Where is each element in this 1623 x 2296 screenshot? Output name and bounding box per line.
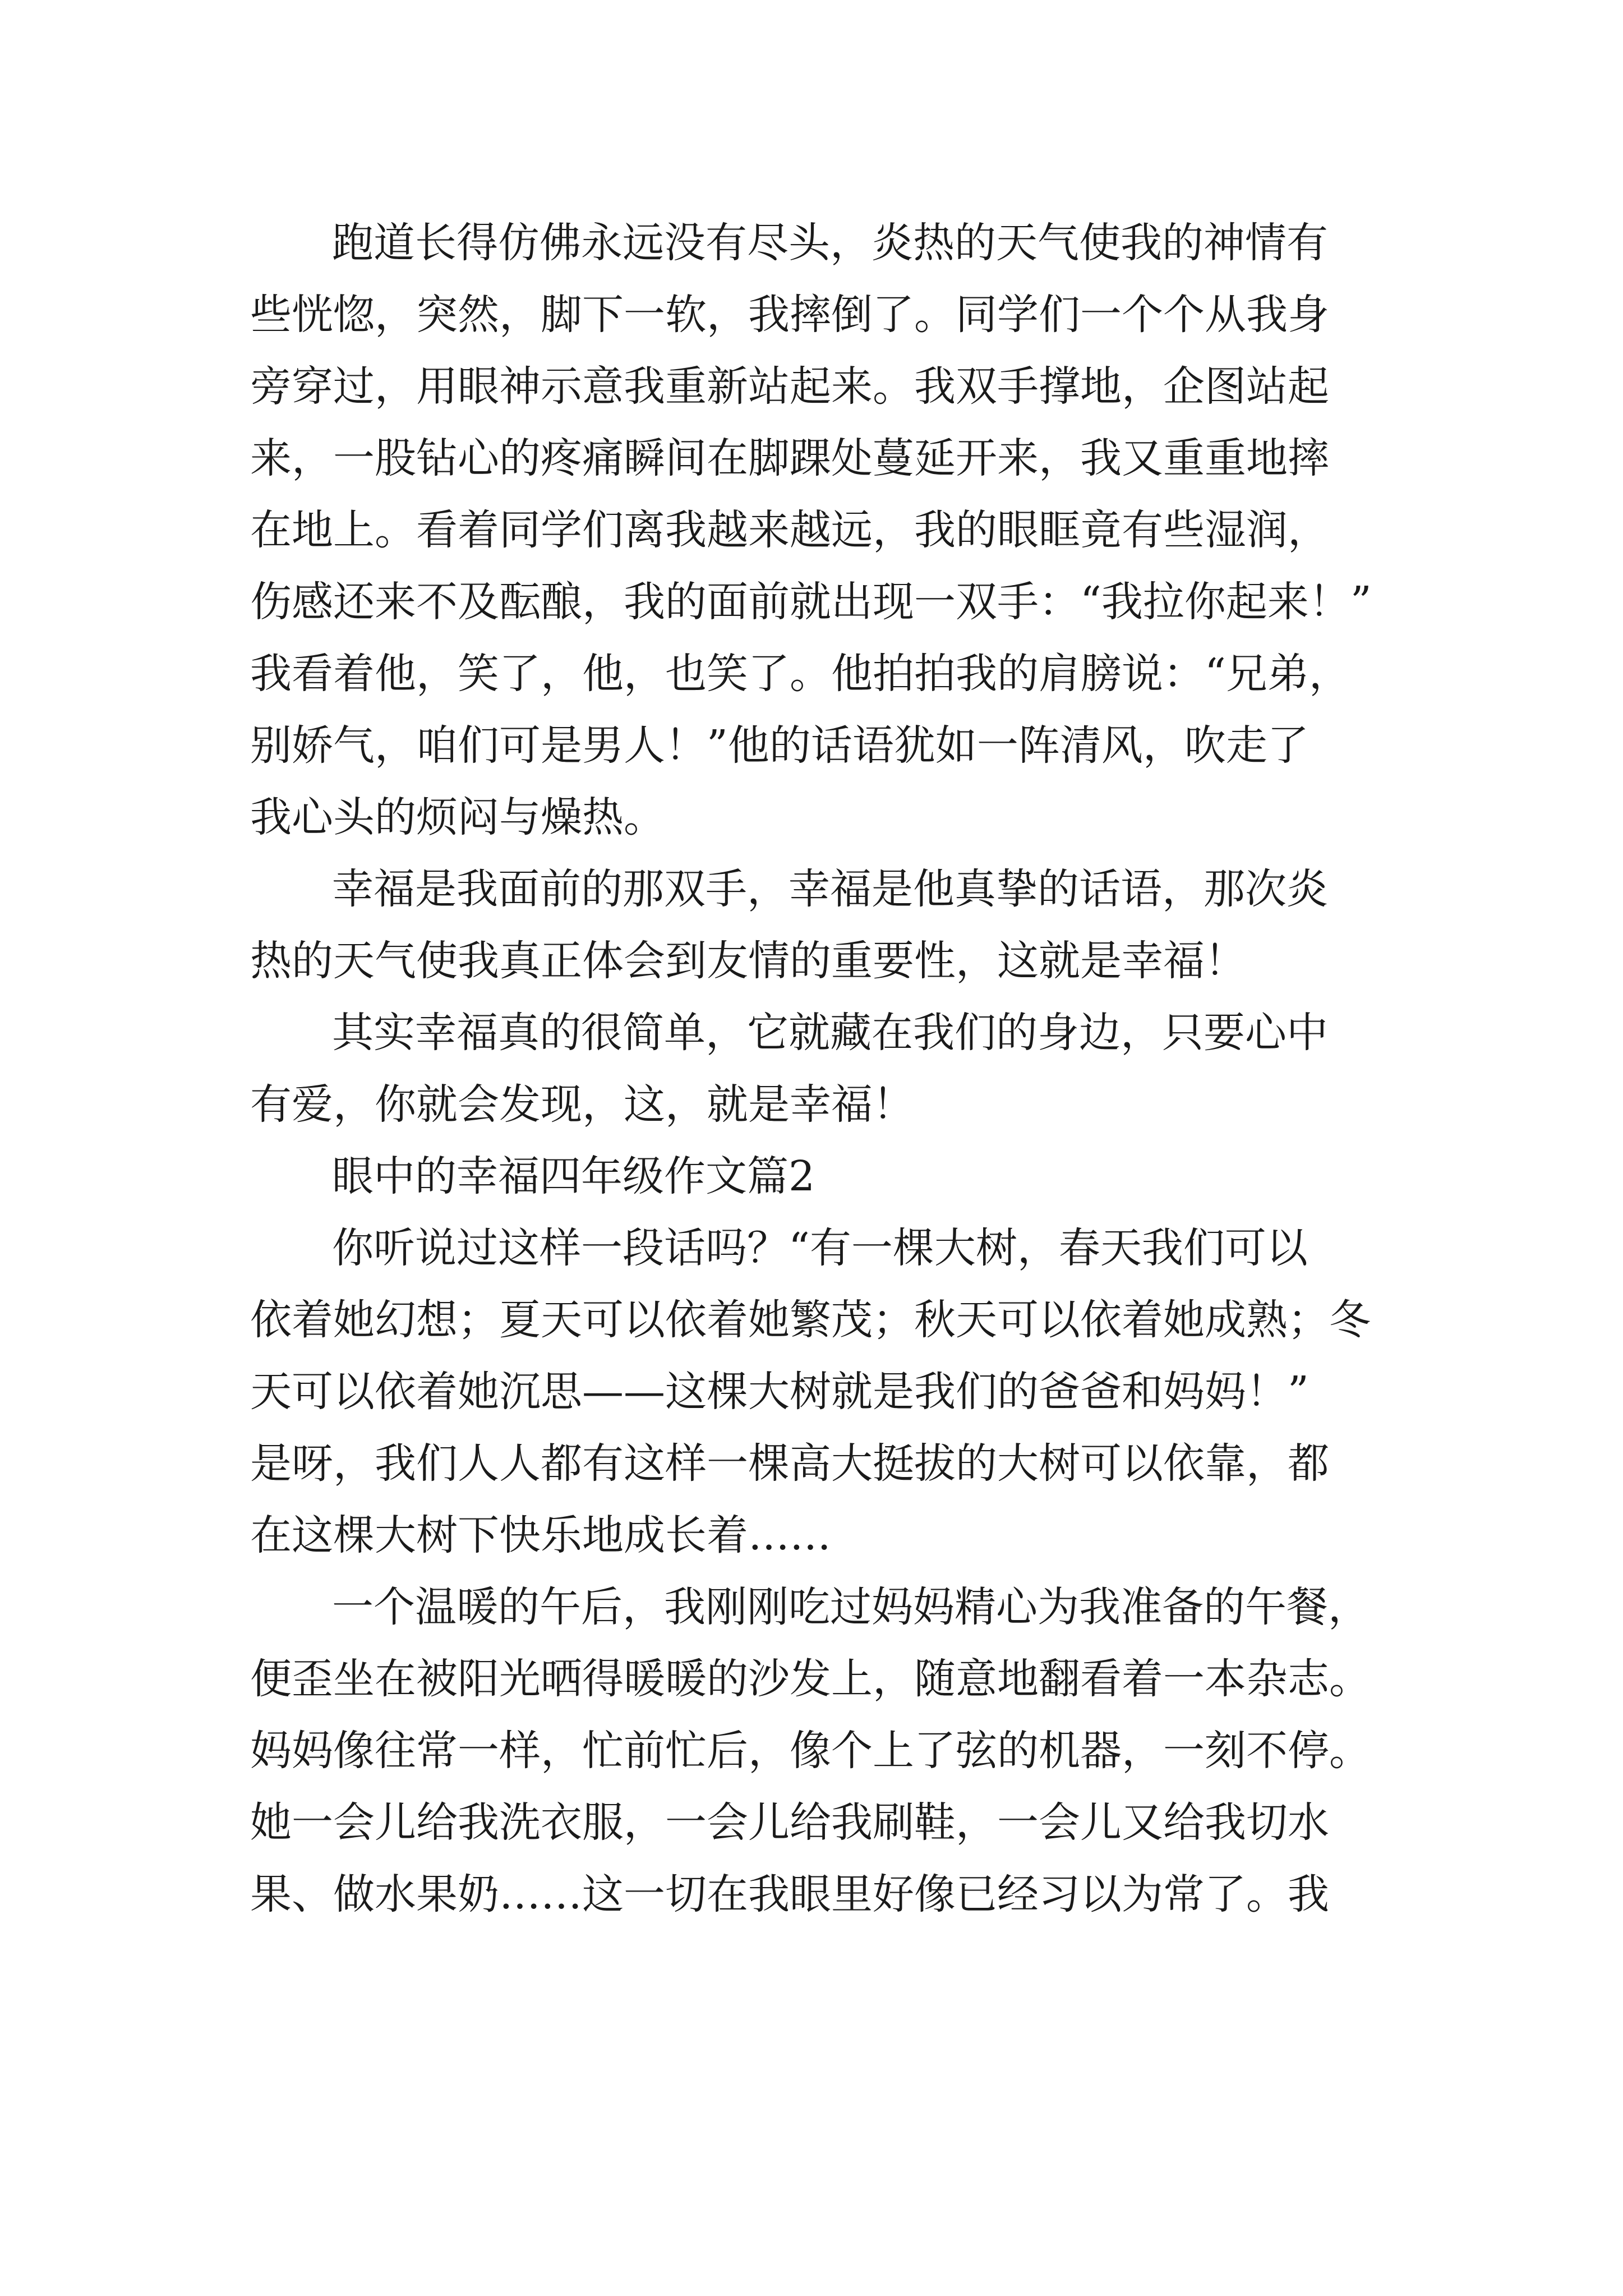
text-line: 便歪坐在被阳光晒得暖暖的沙发上，随意地翻看着一本杂志。	[250, 1655, 1371, 1703]
text-line: 我看着他，笑了，他，也笑了。他拍拍我的肩膀说：“兄弟，	[250, 650, 1350, 698]
text-line: 别娇气，咱们可是男人！”他的话语犹如一阵清风，吹走了	[250, 721, 1309, 770]
text-line: 幸福是我面前的那双手，幸福是他真挚的话语，那次炎	[332, 865, 1328, 913]
text-line: 在这棵大树下快乐地成长着……	[250, 1511, 831, 1559]
text-line: 你听说过这样一段话吗？“有一棵大树，春天我们可以	[332, 1224, 1308, 1272]
text-line: 些恍惚，突然，脚下一软，我摔倒了。同学们一个个从我身	[250, 291, 1329, 339]
text-line: 天可以依着她沉思——这棵大树就是我们的爸爸和妈妈！”	[250, 1368, 1309, 1416]
text-line: 有爱，你就会发现，这，就是幸福！	[250, 1080, 914, 1129]
text-line: 果、做水果奶……这一切在我眼里好像已经习以为常了。我	[250, 1870, 1329, 1918]
text-line: 在地上。看着同学们离我越来越远，我的眼眶竟有些湿润，	[250, 506, 1329, 554]
text-line: 热的天气使我真正体会到友情的重要性，这就是幸福！	[250, 937, 1246, 985]
text-line: 跑道长得仿佛永远没有尽头，炎热的天气使我的神情有	[332, 219, 1328, 267]
text-line: 我心头的烦闷与燥热。	[250, 793, 665, 841]
text-line: 来，一股钻心的疼痛瞬间在脚踝处蔓延开来，我又重重地摔	[250, 434, 1329, 482]
text-line: 旁穿过，用眼神示意我重新站起来。我双手撑地，企图站起	[250, 362, 1329, 411]
section-heading: 眼中的幸福四年级作文篇2	[332, 1152, 815, 1200]
text-line: 依着她幻想；夏天可以依着她繁茂；秋天可以依着她成熟；冬	[250, 1296, 1371, 1344]
text-line: 她一会儿给我洗衣服，一会儿给我刷鞋，一会儿又给我切水	[250, 1798, 1329, 1847]
text-line: 伤感还来不及酝酿，我的面前就出现一双手：“我拉你起来！”	[250, 578, 1372, 626]
text-line: 妈妈像往常一样，忙前忙后，像个上了弦的机器，一刻不停。	[250, 1727, 1371, 1775]
text-line: 其实幸福真的很简单，它就藏在我们的身边，只要心中	[332, 1009, 1328, 1057]
text-line: 一个温暖的午后，我刚刚吃过妈妈精心为我准备的午餐，	[332, 1583, 1370, 1631]
text-line: 是呀，我们人人都有这样一棵高大挺拔的大树可以依靠，都	[250, 1439, 1329, 1488]
